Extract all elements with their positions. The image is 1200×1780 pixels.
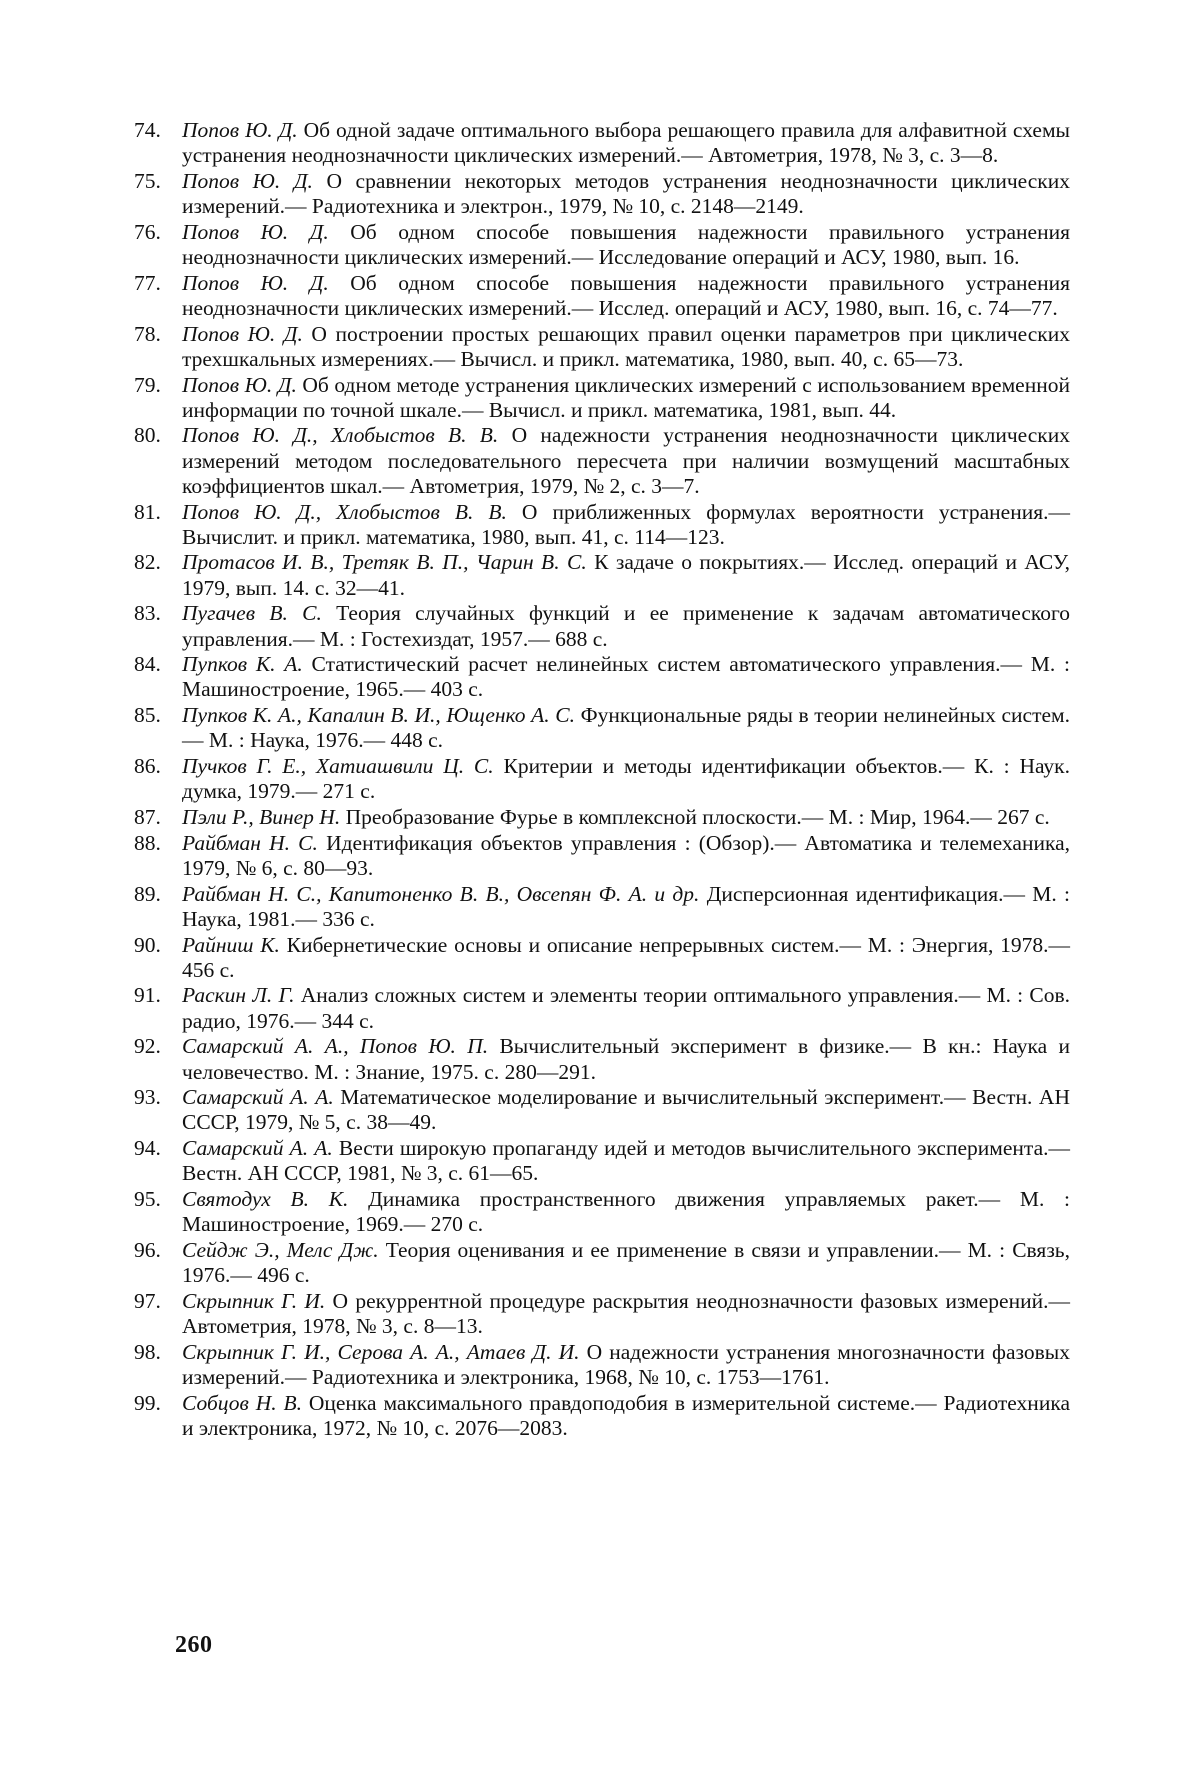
reference-item: [134, 652, 1070, 702]
reference-text: К задаче о покрытиях.— Исслед. операций и АСУ, 1979, вып. 14. с. 32—41.: [182, 550, 1070, 600]
reference-text: Об одном способе повышения надежности правильного устранения неоднозначности циклических измерений.— Исследование операций и АСУ, 1980, вып. 16.: [182, 219, 1070, 270]
reference-number: 96.: [134, 1237, 161, 1262]
reference-text: Об одной задаче оптимального выбора решающего правила для алфавитной схемы устранения неоднозначности циклических измерений.— Автометрия, 1978, № 3, с. 3—8.: [182, 118, 1070, 168]
reference-number: 86.: [134, 754, 161, 779]
reference-authors: Попов Ю. Д.: [182, 219, 329, 244]
reference-authors: Попов Ю. Д., Хлобыстов В. В.: [182, 423, 499, 448]
reference-text: Идентификация объектов управления : (Обзор).— Автоматика и телемеханика, 1979, № 6, с. 80—93.: [182, 830, 1070, 880]
reference-text: О надежности устранения неоднозначности циклических измерений методом последовательного пересчета при наличии возмущений масштабных коэффициентов шкал.— Автометрия, 1979, № 2, с. 3—7.: [182, 423, 1070, 498]
reference-number: 90.: [134, 932, 161, 957]
reference-authors: Святодух В. К.: [182, 1187, 349, 1212]
reference-text: Об одном способе повышения надежности правильного устранения неоднозначности циклических измерений.— Исслед. операций и АСУ, 1980, вып. 16, с. 74—77.: [182, 270, 1070, 320]
reference-text: О приближенных формулах вероятности устранения.— Вычислит. и прикл. математика, 1980, вып. 41, с. 114—123.: [182, 499, 1070, 549]
reference-authors: Самарский А. А.: [182, 1085, 334, 1110]
reference-item: [134, 601, 1070, 651]
reference-number: 82.: [134, 550, 161, 575]
reference-number: 75.: [134, 168, 161, 193]
reference-text: Кибернетические основы и описание непрерывных систем.— М. : Энергия, 1978.— 456 с.: [182, 932, 1070, 982]
reference-authors: Пупков К. А., Капалин В. И., Ющенко А. С.: [182, 703, 575, 728]
reference-number: 83.: [134, 601, 161, 626]
reference-text: О сравнении некоторых методов устранения неоднозначности циклических измерений.— Радиотехника и электрон., 1979, № 10, с. 2148—2149.: [182, 168, 1070, 219]
reference-authors: Пугачев В. С.: [182, 601, 322, 626]
reference-authors: Райбман Н. С., Капитоненко В. В., Овсепян Ф. А. и др.: [182, 881, 700, 906]
reference-authors: Сейдж Э., Мелс Дж.: [182, 1237, 379, 1262]
reference-authors: Попов Ю. Д.: [182, 270, 329, 295]
reference-item: [134, 1391, 1070, 1441]
reference-item: [134, 754, 1070, 804]
reference-item: [134, 322, 1070, 372]
reference-text: Функциональные ряды в теории нелинейных систем.— М. : Наука, 1976.— 448 с.: [182, 703, 1070, 753]
reference-text: Оценка максимального правдоподобия в измерительной системе.— Радиотехника и электроника, 1972, № 10, с. 2076—2083.: [182, 1390, 1070, 1440]
reference-item: [134, 1136, 1070, 1186]
reference-number: 76.: [134, 219, 161, 244]
reference-number: 88.: [134, 830, 161, 855]
reference-number: 87.: [134, 804, 161, 829]
reference-list: [134, 118, 1070, 1442]
reference-item: [134, 1187, 1070, 1237]
reference-item: [134, 1238, 1070, 1288]
reference-text: Математическое моделирование и вычислительный эксперимент.— Вестн. АН СССР, 1979, № 5, с. 38—49.: [182, 1085, 1070, 1135]
reference-number: 94.: [134, 1136, 161, 1161]
reference-item: [134, 271, 1070, 321]
reference-authors: Скрыпник Г. И., Серова А. А., Атаев Д. И.: [182, 1339, 580, 1364]
reference-item: [134, 1085, 1070, 1135]
reference-number: 78.: [134, 321, 161, 346]
reference-number: 84.: [134, 652, 161, 677]
reference-authors: Попов Ю. Д.: [182, 118, 298, 142]
reference-authors: Самарский А. А., Попов Ю. П.: [182, 1034, 489, 1059]
reference-text: Динамика пространственного движения управляемых ракет.— М. : Машиностроение, 1969.— 270 с.: [182, 1187, 1070, 1237]
reference-item: [134, 1340, 1070, 1390]
reference-number: 74.: [134, 118, 161, 142]
reference-authors: Скрыпник Г. И.: [182, 1288, 326, 1313]
reference-item: [134, 220, 1070, 270]
reference-authors: Собцов Н. В.: [182, 1390, 302, 1415]
reference-number: 85.: [134, 703, 161, 728]
reference-authors: Попов Ю. Д.: [182, 372, 297, 397]
reference-authors: Самарский А. А.: [182, 1136, 333, 1161]
reference-text: Теория оценивания и ее применение в связи и управлении.— М. : Связь, 1976.— 496 с.: [182, 1237, 1070, 1288]
reference-text: О надежности устранения многозначности фазовых измерений.— Радиотехника и электроника, 1968, № 10, с. 1753—1761.: [182, 1339, 1070, 1389]
reference-item: [134, 423, 1070, 499]
reference-item: [134, 500, 1070, 550]
reference-text: Преобразование Фурье в комплексной плоскости.— М. : Мир, 1964.— 267 с.: [340, 804, 1050, 829]
reference-number: 92.: [134, 1034, 161, 1059]
reference-authors: Попов Ю. Д.: [182, 168, 313, 193]
reference-authors: Раскин Л. Г.: [182, 983, 295, 1008]
reference-text: Об одном методе устранения циклических измерений с использованием временной информации по точной шкале.— Вычисл. и прикл. математика, 1981, вып. 44.: [182, 372, 1070, 422]
reference-number: 79.: [134, 372, 161, 397]
reference-item: [134, 805, 1070, 830]
reference-item: [134, 169, 1070, 219]
reference-authors: Пучков Г. Е., Хатиашвили Ц. С.: [182, 754, 494, 779]
reference-authors: Попов Ю. Д.: [182, 321, 303, 346]
reference-item: [134, 1034, 1070, 1084]
reference-number: 97.: [134, 1288, 161, 1313]
reference-item: [134, 882, 1070, 932]
reference-text: Вести широкую пропаганду идей и методов вычислительного эксперимента.— Вестн. АН СССР, 1981, № 3, с. 61—65.: [182, 1136, 1070, 1186]
reference-item: [134, 703, 1070, 753]
reference-item: [134, 983, 1070, 1033]
reference-authors: Райниш К.: [182, 932, 280, 957]
reference-number: 77.: [134, 270, 161, 295]
reference-item: [134, 373, 1070, 423]
reference-item: [134, 118, 1070, 168]
page-number: 260: [175, 1632, 213, 1658]
reference-number: 99.: [134, 1390, 161, 1415]
reference-authors: Пэли Р., Винер Н.: [182, 804, 341, 829]
reference-item: [134, 1289, 1070, 1339]
reference-authors: Райбман Н. С.: [182, 830, 318, 855]
reference-number: 91.: [134, 983, 161, 1008]
reference-number: 98.: [134, 1339, 161, 1364]
reference-number: 80.: [134, 423, 161, 448]
reference-authors: Пупков К. А.: [182, 652, 303, 677]
reference-text: Вычислительный эксперимент в физике.— В кн.: Наука и человечество. М. : Знание, 1975. с. 280—291.: [182, 1034, 1070, 1084]
reference-text: Теория случайных функций и ее применение к задачам автоматического управления.— М. : Гостехиздат, 1957.— 688 с.: [182, 601, 1070, 651]
reference-authors: Попов Ю. Д., Хлобыстов В. В.: [182, 499, 507, 524]
reference-item: [134, 933, 1070, 983]
reference-text: Статистический расчет нелинейных систем автоматического управления.— М. : Машиностроение, 1965.— 403 с.: [182, 652, 1070, 702]
reference-text: Дисперсионная идентификация.— М. : Наука, 1981.— 336 с.: [182, 881, 1070, 931]
reference-number: 95.: [134, 1187, 161, 1212]
reference-text: О построении простых решающих правил оценки параметров при циклических трехшкальных измерениях.— Вычисл. и прикл. математика, 1980, вып. 40, с. 65—73.: [182, 321, 1070, 371]
reference-text: Критерии и методы идентификации объектов.— К. : Наук. думка, 1979.— 271 с.: [182, 754, 1071, 804]
reference-item: [134, 550, 1070, 600]
reference-authors: Протасов И. В., Третяк В. П., Чарин В. С.: [182, 550, 587, 575]
reference-item: [134, 831, 1070, 881]
reference-number: 89.: [134, 881, 161, 906]
reference-number: 93.: [134, 1085, 161, 1110]
reference-text: О рекуррентной процедуре раскрытия неоднозначности фазовых измерений.— Автометрия, 1978, № 3, с. 8—13.: [182, 1288, 1070, 1339]
reference-number: 81.: [134, 499, 161, 524]
reference-text: Анализ сложных систем и элементы теории оптимального управления.— М. : Сов. радио, 1976.— 344 с.: [182, 983, 1070, 1033]
